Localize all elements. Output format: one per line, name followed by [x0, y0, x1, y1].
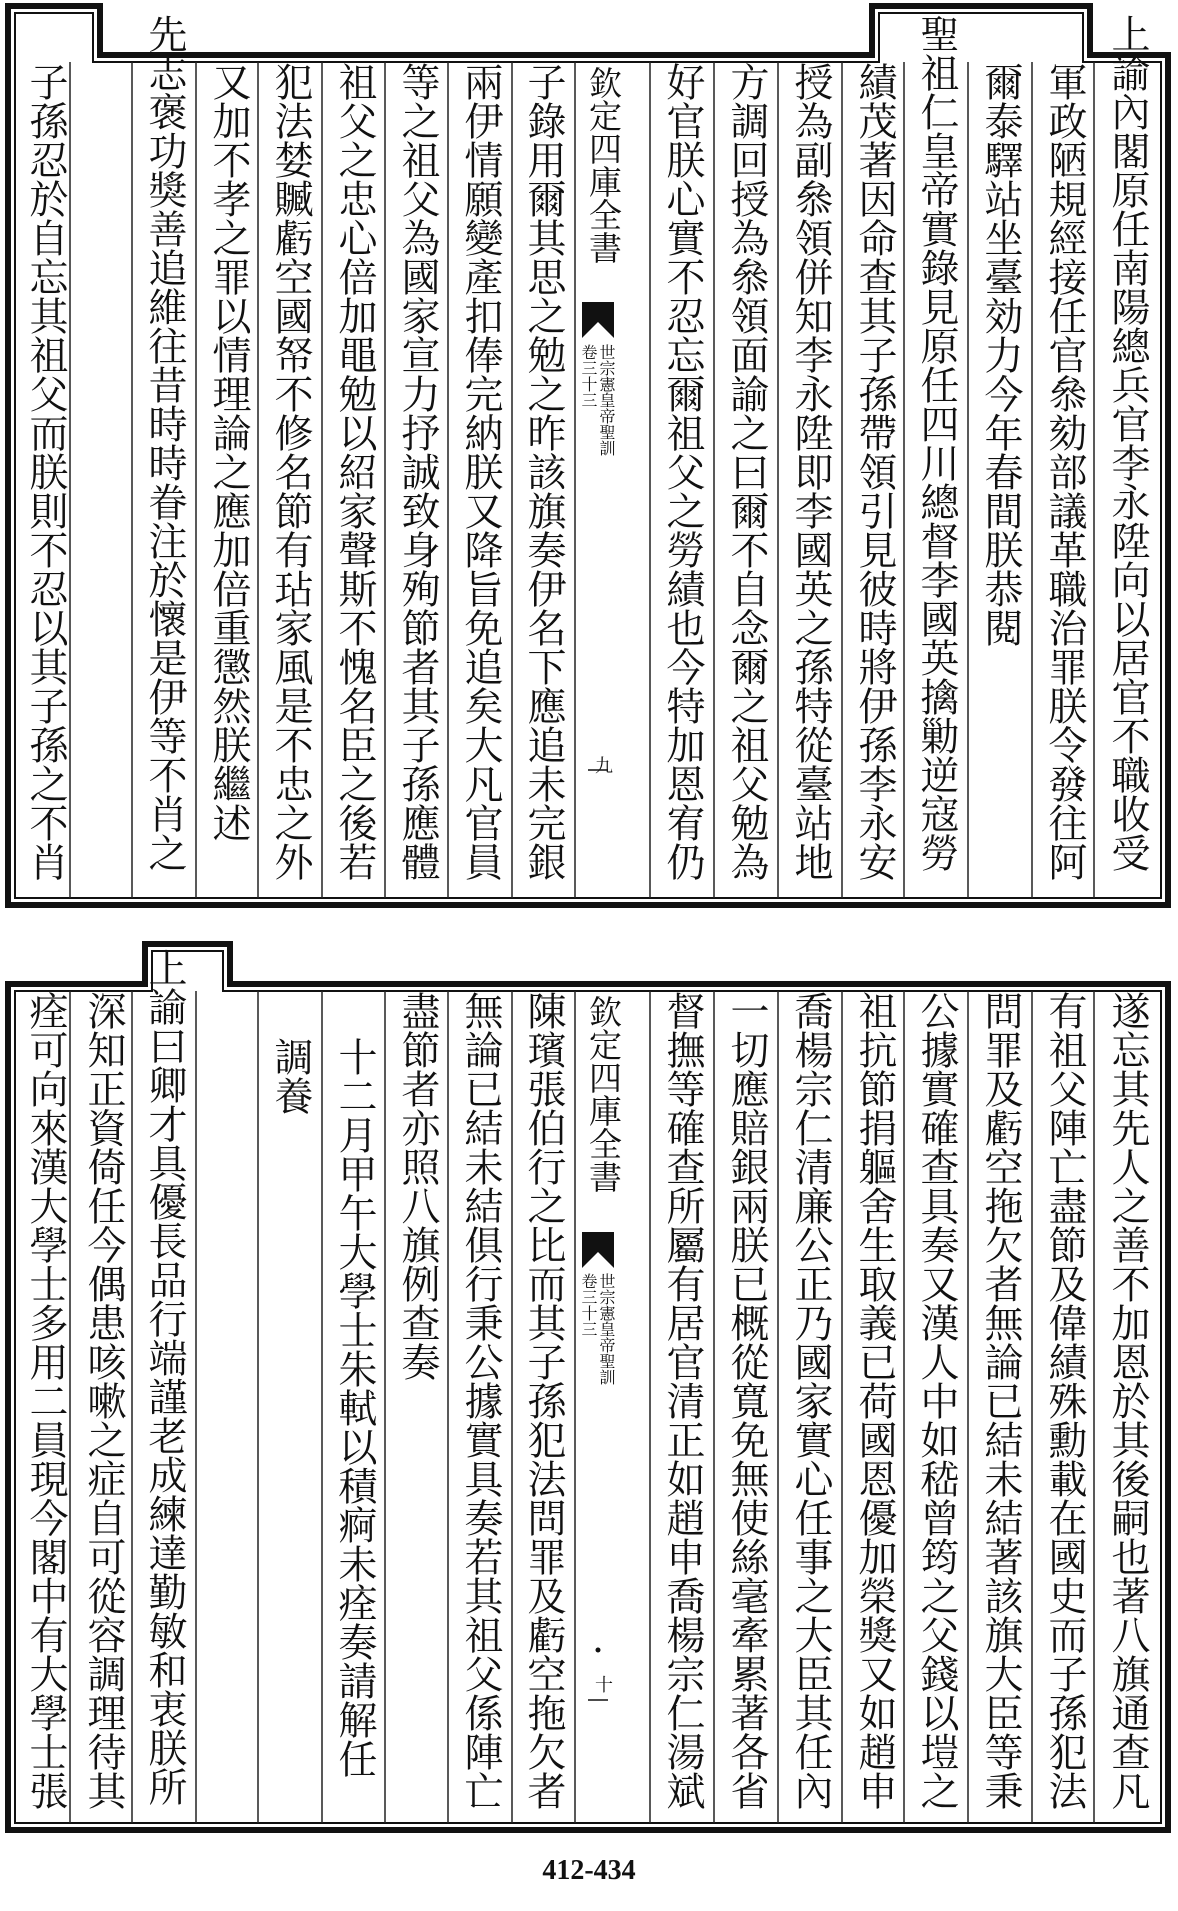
- text-column: 又加不孝之罪以情理論之應加倍重懲然朕繼述: [206, 62, 251, 842]
- reference-code: 412-434: [542, 1855, 636, 1886]
- book-title: 欽定四庫全書: [584, 66, 623, 264]
- text-column: 績茂著因命查其子孫帶領引見彼時將伊孫李永安: [852, 62, 897, 881]
- book-subtitle: 世宗憲皇帝聖訓: [597, 344, 616, 456]
- volume-label: 卷三十三: [579, 344, 598, 408]
- text-column: 痊可向來漢大學士多用二員現今閣中有大學士張: [23, 991, 68, 1810]
- text-column: 喬楊宗仁清廉公正乃國家實心任事之大臣其任內: [788, 991, 833, 1810]
- center-gutter: [575, 991, 631, 1823]
- text-column: 陳璸張伯行之比而其子孫犯法問罪及虧空拖欠者: [521, 991, 566, 1810]
- text-column: 督撫等確查所屬有居官清正如趙申喬楊宗仁湯斌: [660, 991, 705, 1810]
- page-number: 十: [595, 1675, 613, 1696]
- book-subtitle: 世宗憲皇帝聖訓: [597, 1273, 616, 1385]
- volume-label: 卷三十三: [579, 1273, 598, 1337]
- text-column: 子孫忍於自忘其祖父而朕則不忍以其子孫之不肖: [23, 62, 68, 881]
- page-number: 九: [595, 756, 613, 777]
- text-column: 祖父之忠心倍加黽勉以紹家聲斯不愧名臣之後若: [332, 62, 377, 881]
- text-column: 祖抗節捐軀舍生取義已荷國恩優加榮獎又如趙申: [852, 991, 897, 1810]
- book-title: 欽定四庫全書: [584, 995, 623, 1193]
- text-column: 軍政陋規經接任官叅劾部議革職治罪朕令發往阿: [1042, 62, 1087, 881]
- text-column: 方調回授為叅領面諭之曰爾不自念爾之祖父勉為: [724, 62, 769, 881]
- text-column: 調養: [268, 1037, 313, 1115]
- text-column: 上諭曰卿才具優長品行端謹老成練達勤敏和衷朕所: [142, 948, 187, 1806]
- text-column: 爾泰驛站坐臺効力今年春間朕恭閱: [978, 62, 1023, 647]
- text-column: 兩伊情願變產扣俸完納朕又降旨免追矣大凡官員: [458, 62, 503, 881]
- text-column: 一切應賠銀兩朕已概從寬免無使絲毫牽累著各省: [724, 991, 769, 1810]
- text-column: 問罪及虧空拖欠者無論已結未結著該旗大臣等秉: [978, 991, 1023, 1810]
- text-column: 盡節者亦照八旗例查奏: [395, 991, 440, 1381]
- text-column: 有祖父陣亡盡節及偉績殊勳載在國史而子孫犯法: [1042, 991, 1087, 1810]
- text-column: 好官朕心實不忍忘爾祖父之勞績也今特加恩宥仍: [660, 62, 705, 881]
- top-page: [0, 0, 1178, 920]
- text-column: 公據實確查具奏又漢人中如嵇曾筠之父錢以塏之: [914, 991, 959, 1810]
- text-column: 犯法婪贓虧空國帑不修名節有玷家風是不忠之外: [268, 62, 313, 881]
- text-column: 等之祖父為國家宣力抒誠致身殉節者其子孫應體: [395, 62, 440, 881]
- bottom-page: [0, 940, 1178, 1845]
- text-column: 深知正資倚任今偶患咳嗽之症自可從容調理待其: [81, 991, 126, 1810]
- text-column: 先志褒功獎善追維往昔時時眷注於懷是伊等不肖之: [142, 14, 187, 872]
- text-column: 聖祖仁皇帝實錄見原任四川總督李國英擒勦逆寇勞: [914, 14, 959, 872]
- text-column: 授為副叅領併知李永陞即李國英之孫特從臺站地: [788, 62, 833, 881]
- text-column: 子錄用爾其思之勉之昨該旗奏伊名下應追未完銀: [521, 62, 566, 881]
- text-column: 上諭內閣原任南陽總兵官李永陞向以居官不職收受: [1105, 14, 1150, 872]
- center-gutter: [575, 62, 631, 898]
- text-column: 十二月甲午大學士朱軾以積痾未痊奏請解任: [332, 1037, 377, 1778]
- text-column: 遂忘其先人之善不加恩於其後嗣也著八旗通查凡: [1105, 991, 1150, 1810]
- text-column: 無論已結未結俱行秉公據實具奏若其祖父係陣亡: [458, 991, 503, 1810]
